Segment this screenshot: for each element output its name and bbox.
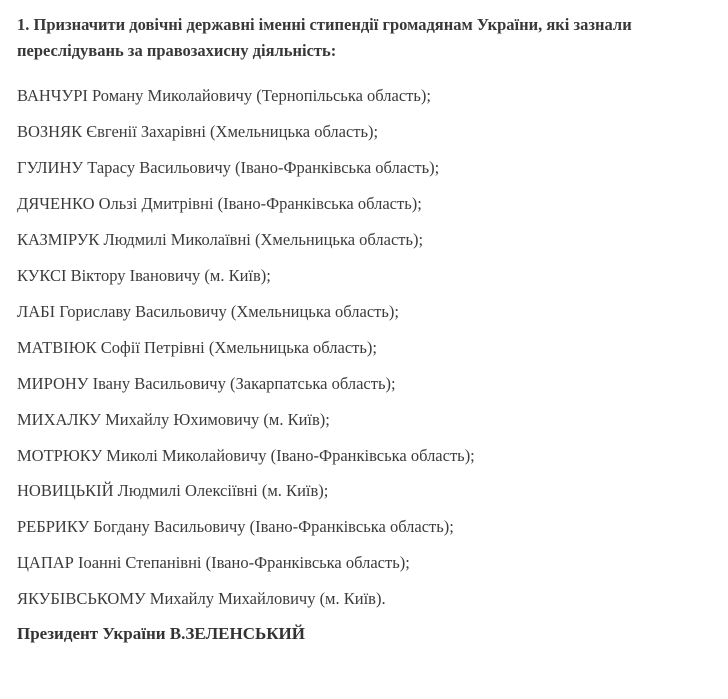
decree-intro-paragraph: 1. Призначити довічні державні іменні стипендії громадянам України, які зазнали переслідувань за правозахисну діяльність: [17, 15, 632, 60]
stipend-entry: МИРОНУ Івану Васильовичу (Закарпатська область); [17, 373, 396, 393]
stipend-entry: ЯКУБІВСЬКОМУ Михайлу Михайловичу (м. Київ). [17, 589, 386, 609]
stipend-entry: ЦАПАР Іоанні Степанівні (Івано-Франківська область); [17, 553, 410, 573]
stipend-entry: МИХАЛКУ Михайлу Юхимовичу (м. Київ); [17, 409, 330, 429]
stipend-entry: НОВИЦЬКІЙ Людмилі Олексіївні (м. Київ); [17, 481, 329, 501]
stipend-entry: ВАНЧУРІ Роману Миколайовичу (Тернопільська область); [17, 86, 431, 106]
stipend-entry: КАЗМІРУК Людмилі Миколаївні (Хмельницька область); [17, 229, 424, 249]
stipend-entry: ВОЗНЯК Євгенії Захарівні (Хмельницька область); [17, 122, 379, 142]
stipend-entry: КУКСІ Віктору Івановичу (м. Київ); [17, 265, 271, 285]
stipend-entry: ЛАБІ Гориславу Васильовичу (Хмельницька область); [17, 301, 399, 321]
stipend-entry: РЕБРИКУ Богдану Васильовичу (Івано-Франківська область); [17, 517, 454, 537]
stipend-entry: МАТВІЮК Софії Петрівні (Хмельницька область); [17, 337, 377, 357]
stipend-entry: МОТРЮКУ Миколі Миколайовичу (Івано-Франківська область); [17, 445, 475, 465]
stipend-entry: ДЯЧЕНКО Ользі Дмитрівні (Івано-Франківська область); [17, 193, 422, 213]
decree-document [17, 12, 710, 644]
stipend-entry: ГУЛИНУ Тарасу Васильовичу (Івано-Франківська область); [17, 158, 440, 177]
president-signature-line: Президент України В.ЗЕЛЕНСЬКИЙ [17, 624, 305, 644]
